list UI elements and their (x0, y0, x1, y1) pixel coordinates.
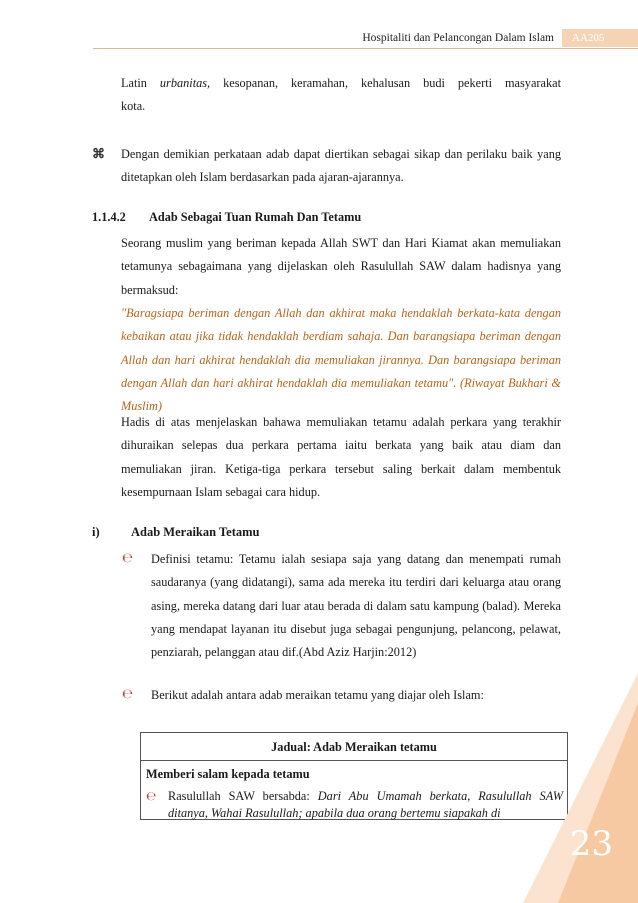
section-paragraph-1: Seorang muslim yang beriman kepada Allah SWT dan Hari Kiamat akan memuliakan tetamunya sebagaimana yang dijelaskan oleh Rasulullah SAW dalam hadisnya yang bermaksud: (121, 236, 561, 297)
e-bullet-icon: ℮ (122, 551, 134, 566)
intro-line-2: kota. (121, 99, 146, 114)
hash-bullet-icon: ⌘ (92, 146, 105, 161)
page-number: 23 (569, 824, 613, 864)
page-header (362, 29, 638, 47)
adab-definition-paragraph: Dengan demikian perkataan adab dapat diertikan sebagai sikap dan perilaku baik yang ditetapkan oleh Islam berdasarkan pada ajaran-ajarannya. (121, 147, 561, 185)
table-title: Jadual: Adab Meraikan tetamu (141, 733, 567, 761)
intro-text: Latin (121, 76, 160, 90)
section-heading-1142 (92, 210, 361, 225)
section-i-title: Adab Meraikan Tetamu (131, 525, 260, 539)
intro-text-rest: kesopanan, keramahan, kehalusan budi pekerti masyarakat (210, 76, 561, 90)
hadith-quote: "Baragsiapa beriman dengan Allah dan akhirat maka hendaklah berkata-kata dengan kebaikan atau jika tidak hendaklah berdiam sahaja. Dan barangsiapa beriman dengan Allah dan hari akhirat hendaklah dia memuliakan jirannya. Dan barangsiapa beriman dengan Allah dan hari akhirat hendaklah dia memuliakan tetamu". (Riwayat Bukhari & Muslim) (121, 306, 561, 414)
intro-latin-term: urbanitas, (159, 76, 211, 90)
adab-table (140, 732, 568, 820)
table-text-italic-2: Wahai Rasulullah; apabila dua orang bertemu siapakah di (211, 806, 501, 820)
section-paragraph-2: Hadis di atas menjelaskan bahawa memuliakan tetamu adalah perkara yang terakhir dihuraikan selepas dua perkara pertama iaitu berkata yang baik atau diam dan memuliakan jiran. Ketiga-tiga perkara tersebut saling berkait dalam membentuk kesempurnaan Islam sebagai cara hidup. (121, 415, 561, 499)
definition-bullet: Definisi tetamu: Tetamu ialah sesiapa saja yang datang dan menempati rumah saudaranya (yang didatangi), sama ada mereka itu terdiri dari keluarga atau orang asing, mereka datang dari luar atau berada di dalam satu kampung (balad). Mereka yang mendapat layanan itu disebut juga sebagai pengunjung, pelancong, pelawat, penziarah, pelanggan atau dif.(Abd Aziz Harjin:2012) (151, 552, 561, 660)
e-bullet-icon: ℮ (122, 687, 134, 702)
section-title: Adab Sebagai Tuan Rumah Dan Tetamu (149, 210, 362, 224)
table-text-prefix: Rasulullah SAW bersabda: (168, 789, 318, 803)
header-title: Hospitaliti dan Pelancongan Dalam Islam (362, 32, 554, 44)
table-row-text (168, 788, 563, 822)
table-text-italic-1: Dari Abu Umamah berkata, Rasulullah SAW ditanya (168, 789, 563, 820)
corner-decoration-dark (558, 703, 638, 903)
intro-paragraph (121, 72, 561, 119)
section-heading-i (92, 525, 260, 540)
section-number: 1.1.4.2 (92, 210, 126, 224)
table-text-sep: , (204, 806, 212, 820)
course-code-badge: AA205 (562, 29, 638, 47)
e-bullet-icon: ℮ (146, 789, 157, 803)
adab-intro-bullet: Berikut adalah antara adab meraikan tetamu yang diajar oleh Islam: (151, 688, 484, 702)
header-divider (93, 48, 638, 49)
table-row-heading: Memberi salam kepada tetamu (146, 767, 310, 781)
section-i-number: i) (92, 525, 100, 539)
